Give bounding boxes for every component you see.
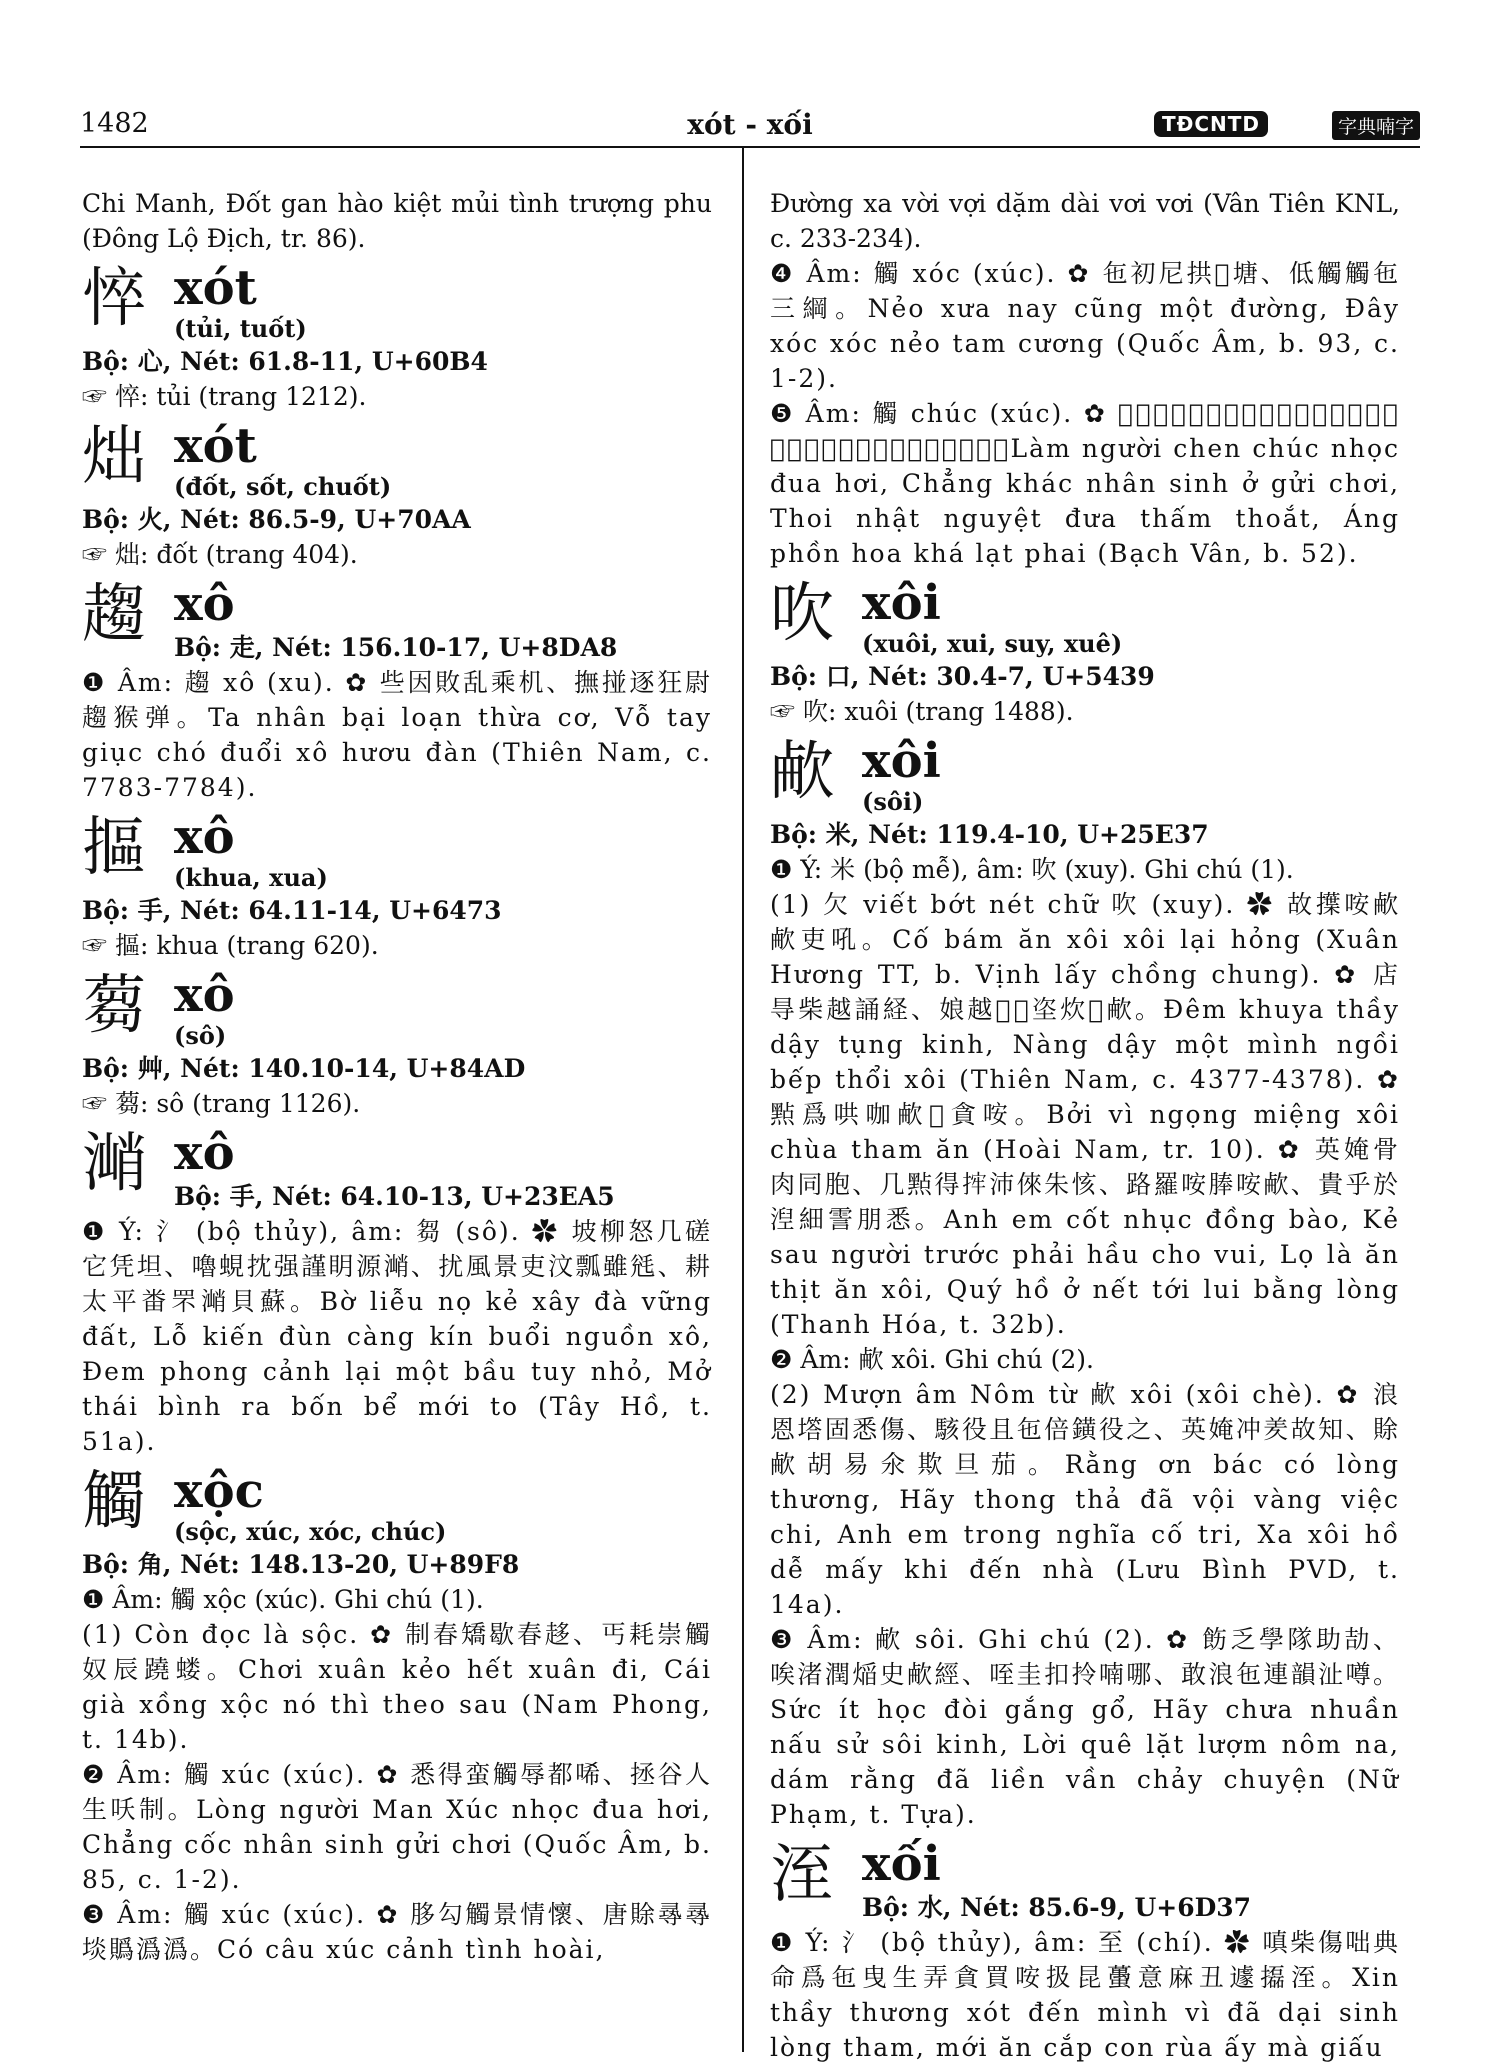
- entry-xoi-3: [770, 1838, 1400, 2065]
- entry-readings: (sô): [174, 1021, 227, 1050]
- entry-xo-4: [82, 1127, 712, 1459]
- entry-readings: (sôi): [862, 787, 924, 816]
- page-number: 1482: [80, 108, 149, 139]
- entry-xo-3: [82, 969, 712, 1121]
- entry-sense: ❶ Ý: 米 (bộ mễ), âm: 吹 (xuy). Ghi chú (1).: [770, 855, 1294, 884]
- entry-character: 洷: [770, 1838, 834, 1912]
- nom-badge: 字典喃字: [1332, 111, 1420, 140]
- entry-character: 悴: [82, 262, 146, 336]
- entry-sense: (1) Còn đọc là sộc. ✿ 制春矯歇春趍、丐耗崇觸奴辰蹺蝼。Chơi xuân kẻo hết xuân đi, Cái già xồng xộc nó thì theo sau (Nam Phong, t. 14b).: [82, 1620, 712, 1754]
- continued-text: Đường xa vời vợi dặm dài vơi vơi (Vân Tiên KNL, c. 233-234).: [770, 189, 1400, 253]
- entry-headword: xối: [862, 1836, 941, 1892]
- entry-xoc: [82, 1465, 712, 1967]
- entry-sense: ❸ Âm: 觸 xúc (xúc). ✿ 䏧勾觸景情懷、唐賖㝷㝷埮䞈潙潙。Có câu xúc cảnh tình hoài,: [82, 1900, 712, 1964]
- entry-sense: ❷ Âm: 觸 xúc (xúc). ✿ 悉得蛮觸辱都唏、拯谷人生㕭制。Lòng người Man Xúc nhọc đua hơi, Chẳng cốc nhân sinh gửi chơi (Quốc Âm, b. 85, c. 1-2).: [82, 1760, 712, 1894]
- publisher-badge: TĐCNTD: [1154, 111, 1268, 137]
- entry-sense: ❺ Âm: 觸 chúc (xúc). ✿ 𡗶𩈘𩄲觸勵都唏、拯恪人生於㕭制、梭日月迻探捽、垒繁花呵㵢湃。Làm người chen chúc nhọc đua hơi, Chẳng khác nhân sinh ở gửi chơi, Thoi nhật nguyệt đưa thấm thoắt, Áng phồn hoa khá lạt phai (Bạch Vân, b. 52).: [770, 399, 1400, 568]
- entry-radical: Bộ: 艸, Nét: 140.10-14, U+84AD: [82, 1054, 526, 1083]
- intro-text: Chi Manh, Đốt gan hào kiệt mủi tình trượng phu (Đông Lộ Địch, tr. 86).: [82, 189, 712, 253]
- entry-radical: Bộ: 角, Nét: 148.13-20, U+89F8: [82, 1550, 520, 1579]
- entry-headword: xót: [174, 418, 257, 474]
- entry-crossref: ☞ 悴: tủi (trang 1212).: [82, 382, 367, 411]
- entry-sense: ❹ Âm: 觸 xóc (xúc). ✿ 㐌初尼拱𡗶塘、低觸觸㐌三綱。Nẻo xưa nay cũng một đường, Đây xóc xóc nẻo tam cương (Quốc Âm, b. 93, c. 1-2).: [770, 259, 1400, 393]
- entry-character: 㴥: [82, 1127, 146, 1201]
- entry-radical: Bộ: 米, Nét: 119.4-10, U+25E37: [770, 820, 1209, 849]
- header-rule: [80, 146, 1420, 148]
- entry-headword: xộc: [174, 1463, 264, 1519]
- entry-definition: ❶ Ý: 氵 (bộ thủy), âm: 至 (chí). ✿ 嗔柴傷咄典命爲㐌曳生弄貪買咹扱昆蠆意麻丑遽㩡洷。Xin thầy thương xót đến mình vì đã dại sinh lòng tham, mới ăn cắp con rùa ấy mà giấu: [770, 1928, 1400, 2062]
- left-column: [82, 186, 712, 1967]
- entry-headword: xô: [174, 576, 235, 632]
- entry-character: 吹: [770, 577, 834, 651]
- running-title: xót - xối: [687, 108, 813, 141]
- entry-headword: xôi: [862, 575, 941, 631]
- page-header: [80, 108, 1420, 148]
- entry-radical: Bộ: 心, Nét: 61.8-11, U+60B4: [82, 347, 488, 376]
- entry-character: 觸: [82, 1465, 146, 1539]
- entry-sense: (1) 欠 viết bớt nét chữ 吹 (xuy). ✿ 故擛咹欳欳吏吼。Cố bám ăn xôi xôi lại hỏng (Xuân Hương TT, b. Vịnh lấy chồng chung). ✿ 店㝵柴越誦経、娘越𡗶𡢐垐炊𥄭欳。Đêm khuya thầy dậy tụng kinh, Nàng dậy một mình ngồi bếp thổi xôi (Thiên Nam, c. 4377-4378). ✿ 㸃爲哄咖欳𡑝貪咹。Bởi vì ngọng miệng xôi chùa tham ăn (Hoài Nam, tr. 10). ✿ 英㛪骨肉同胞、几㸃得𢭂沛倈朱㤥、路羅咹䏾咹欳、貴乎於湼細霅朋悉。Anh em cốt nhục đồng bào, Kẻ sau người trước phải hầu cho vui, Lọ là ăn thịt ăn xôi, Quý hồ ở nết tới lui bằng lòng (Thanh Hóa, t. 32b).: [770, 890, 1400, 1339]
- right-column: [770, 186, 1400, 2065]
- entry-radical: Bộ: 手, Nét: 64.11-14, U+6473: [82, 896, 502, 925]
- entry-radical: Bộ: 口, Nét: 30.4-7, U+5439: [770, 662, 1155, 691]
- entry-headword: xô: [174, 809, 235, 865]
- entry-xo-2: [82, 811, 712, 963]
- entry-character: 蒭: [82, 969, 146, 1043]
- entry-radical: Bộ: 火, Nét: 86.5-9, U+70AA: [82, 505, 471, 534]
- entry-crossref: ☞ 吹: xuôi (trang 1488).: [770, 697, 1074, 726]
- entry-readings: (khua, xua): [174, 863, 328, 892]
- entry-character: 欳: [770, 735, 834, 809]
- entry-sense: ❸ Âm: 欳 sôi. Ghi chú (2). ✿ 飭乏學隊助劼、唉渚潤㷔史欳經、咥圭扣拎喃哪、敢浪㐌連韻沚噂。Sức ít học đòi gắng gổ, Hãy chưa nhuần nấu sử sôi kinh, Lời quê lặt lượm nôm na, dám rằng đã liền vần chảy chuyện (Nữ Phạm, t. Tựa).: [770, 1625, 1400, 1829]
- entry-sense: ❷ Âm: 欳 xôi. Ghi chú (2).: [770, 1345, 1094, 1374]
- entry-radical: Bộ: 走, Nét: 156.10-17, U+8DA8: [174, 633, 618, 662]
- entry-character: 摳: [82, 811, 146, 885]
- entry-crossref: ☞ 蒭: sô (trang 1126).: [82, 1089, 361, 1118]
- entry-character: 趨: [82, 578, 146, 652]
- entry-xoi-1: [770, 577, 1400, 729]
- entry-radical: Bộ: 手, Nét: 64.10-13, U+23EA5: [174, 1182, 615, 1211]
- entry-xo-1: [82, 578, 712, 805]
- entry-xot-2: [82, 420, 712, 572]
- entry-readings: (đốt, sốt, chuốt): [174, 472, 392, 501]
- entry-readings: (xuôi, xui, suy, xuê): [862, 629, 1123, 658]
- column-divider: [742, 147, 744, 2052]
- entry-headword: xô: [174, 967, 235, 1023]
- entry-definition: ❶ Ý: 氵 (bộ thủy), âm: 芻 (sô). ✿ 坡柳怒几磋它凭坦、嚕蜆抌强謹眀源㴥、扰風景吏汶瓢雖毤、耕太平畨罘㴥貝蘇。Bờ liễu nọ kẻ xây đà vững đất, Lỗ kiến đùn càng kín buổi nguồn xô, Đem phong cảnh lại một bầu tuy nhỏ, Mở thái bình ra bốn bể mới to (Tây Hồ, t. 51a).: [82, 1217, 712, 1456]
- entry-radical: Bộ: 水, Nét: 85.6-9, U+6D37: [862, 1893, 1252, 1922]
- entry-character: 炪: [82, 420, 146, 494]
- entry-xoi-2: [770, 735, 1400, 1832]
- entry-xot-1: [82, 262, 712, 414]
- entry-crossref: ☞ 炪: đốt (trang 404).: [82, 540, 358, 569]
- entry-sense: ❶ Âm: 觸 xộc (xúc). Ghi chú (1).: [82, 1585, 484, 1614]
- entry-readings: (sộc, xúc, xóc, chúc): [174, 1517, 447, 1546]
- entry-headword: xót: [174, 260, 257, 316]
- entry-readings: (tủi, tuốt): [174, 314, 307, 343]
- entry-headword: xôi: [862, 733, 941, 789]
- entry-headword: xô: [174, 1125, 235, 1181]
- entry-sense: (2) Mượn âm Nôm từ 欳 xôi (xôi chè). ✿ 浪恩㙮固悉傷、駭役且㐌倍鐄役之、英㛪冲羑故知、賖欳胡易氽欺旦茄。Rằng ơn bác có lòng thương, Hãy thong thả đã vội vàng việc chi, Anh em trong nghĩa cố tri, Xa xôi hồ dễ mấy khi đến nhà (Lưu Bình PVD, t. 14a).: [770, 1380, 1400, 1619]
- entry-definition: ❶ Âm: 趨 xô (xu). ✿ 些因敗乱乘机、撫掽逐狂尉趨猴弹。Ta nhân bại loạn thừa cơ, Vỗ tay giục chó đuổi xô hươu đàn (Thiên Nam, c. 7783-7784).: [82, 668, 712, 802]
- entry-crossref: ☞ 摳: khua (trang 620).: [82, 931, 379, 960]
